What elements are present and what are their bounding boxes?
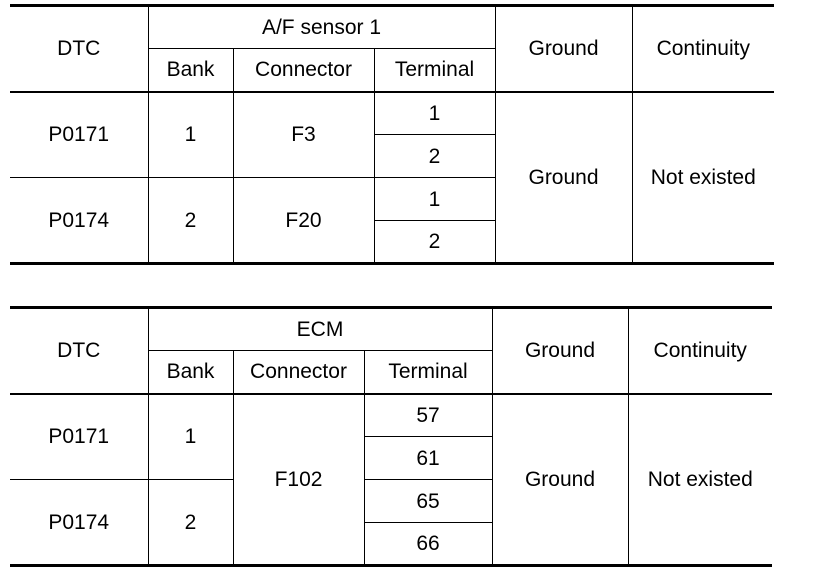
dtc-cell: P0171 <box>10 92 148 178</box>
terminal-cell: 65 <box>364 480 492 523</box>
terminal-cell: 57 <box>364 394 492 437</box>
group-header: ECM <box>148 308 492 351</box>
af-sensor-continuity-table <box>10 4 774 265</box>
bank-cell: 2 <box>148 178 233 264</box>
terminal-cell: 61 <box>364 437 492 480</box>
bank-cell: 1 <box>148 92 233 178</box>
group-header: A/F sensor 1 <box>148 6 495 49</box>
dtc-cell: P0174 <box>10 178 148 264</box>
bank-cell: 1 <box>148 394 233 480</box>
terminal-cell: 1 <box>374 178 495 221</box>
bank-cell: 2 <box>148 480 233 566</box>
continuity-header: Continuity <box>628 308 772 394</box>
table-row <box>10 92 774 135</box>
connector-cell: F102 <box>233 394 364 566</box>
terminal-cell: 66 <box>364 523 492 566</box>
ecm-continuity-table <box>10 306 772 567</box>
continuity-cell: Not existed <box>632 92 774 264</box>
terminal-cell: 1 <box>374 92 495 135</box>
connector-cell: F3 <box>233 92 374 178</box>
continuity-cell: Not existed <box>628 394 772 566</box>
terminal-cell: 2 <box>374 221 495 264</box>
ground-header: Ground <box>492 308 628 394</box>
dtc-cell: P0174 <box>10 480 148 566</box>
table-row <box>10 394 772 437</box>
dtc-header: DTC <box>10 6 148 92</box>
ground-cell: Ground <box>495 92 632 264</box>
terminal-header: Terminal <box>374 49 495 92</box>
ground-header: Ground <box>495 6 632 92</box>
ground-cell: Ground <box>492 394 628 566</box>
dtc-header: DTC <box>10 308 148 394</box>
connector-header: Connector <box>233 49 374 92</box>
connector-header: Connector <box>233 351 364 394</box>
terminal-cell: 2 <box>374 135 495 178</box>
terminal-header: Terminal <box>364 351 492 394</box>
connector-cell: F20 <box>233 178 374 264</box>
bank-header: Bank <box>148 351 233 394</box>
dtc-cell: P0171 <box>10 394 148 480</box>
continuity-header: Continuity <box>632 6 774 92</box>
bank-header: Bank <box>148 49 233 92</box>
